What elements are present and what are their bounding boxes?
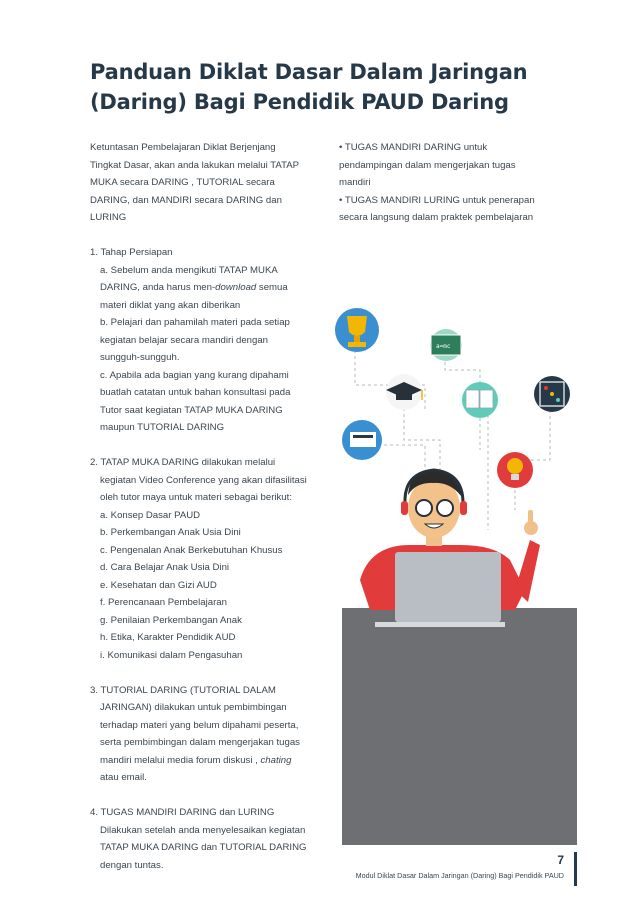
step1-b-line: b. Pelajari dan pahamilah materi pada setiap [100,317,290,328]
step1-a-line: DARING, anda harus men-download semua [100,282,288,293]
step2-item: d. Cara Belajar Anak Usia Dini [100,562,230,573]
step1-a-line: materi diklat yang akan diberikan [100,299,241,311]
intro-line: Tingkat Dasar, akan anda lakukan melalui TATAP [90,159,300,171]
step2-item: f. Perencanaan Pembelajaran [100,597,227,608]
step2-line: oleh tutor maya untuk materi sebagai berikut: [100,492,292,503]
right-line: pendampingan dalam mengerjakan tugas [339,159,516,171]
step3-line: serta pembimbingan dalam mengerjakan tugas [100,737,300,748]
trophy-icon [335,308,379,352]
right-line: secara langsung dalam praktek pembelajaran [339,212,534,223]
step4-heading: 4. TUGAS MANDIRI DARING dan LURING [90,807,275,818]
book-icon [462,382,498,418]
step2-line: kegiatan Video Conference yang akan difasilitasi [100,474,307,486]
intro-line: LURING [90,212,127,223]
right-line: mandiri [339,177,371,188]
step1-b-line: kegiatan belajar secara mandiri dengan [100,334,268,346]
step2-item: c. Pengenalan Anak Berkebutuhan Khusus [100,544,283,556]
step3-line: atau email. [100,772,147,783]
page-title [90,57,560,117]
board-text: a=mc [436,343,451,350]
step4-line: TATAP MUKA DARING dan TUTORIAL DARING [100,842,307,853]
light-bulb-icon [497,452,533,488]
step2-heading: 2. TATAP MUKA DARING dilakukan melalui [90,457,276,468]
intro-line: MUKA secara DARING , TUTORIAL secara [90,177,275,188]
step2-item: b. Perkembangan Anak Usia Dini [100,527,241,538]
intro-line: DARING, dan MANDIRI secara DARING dan [90,194,282,206]
intro-line: Ketuntasan Pembelajaran Diklat Berjenjang [90,142,276,153]
step4-line: Dilakukan setelah anda menyelesaikan kegiatan [100,824,306,836]
step1-b-line: sungguh-sungguh. [100,352,180,363]
desk [342,608,577,845]
step3-line: terhadap materi yang belum dipahami peserta, [100,719,299,731]
step3-line: mandiri melalui media forum diskusi , chating [100,754,292,766]
step2-item: g. Penilaian Perkembangan Anak [100,614,242,626]
step2-item: i. Komunikasi dalam Pengasuhan [100,649,243,661]
step1-c-line: c. Apabila ada bagian yang kurang dipahami [100,369,289,381]
step2-item: e. Kesehatan dan Gizi AUD [100,579,217,591]
step2-item: a. Konsep Dasar PAUD [100,509,201,521]
footer-text: Modul Diklat Dasar Dalam Jaringan (Daring) Bagi Pendidik PAUD [355,871,564,880]
right-column [339,139,574,227]
step1-c-line: Tutor saat kegiatan TATAP MUKA DARING [100,404,283,416]
abacus-icon [534,376,570,412]
title-line-2: (Daring) Bagi Pendidik PAUD Daring [90,90,509,114]
step3-heading: 3. TUTORIAL DARING (TUTORIAL DALAM [90,684,276,696]
blackboard-icon [430,329,462,361]
right-line: • TUGAS MANDIRI DARING untuk [339,142,488,153]
step1-a-line: a. Sebelum anda mengikuti TATAP MUKA [100,264,278,276]
step2-item: h. Etika, Karakter Pendidik AUD [100,632,236,643]
left-column [90,139,345,874]
step4-line: dengan tuntas. [100,859,164,871]
page-number: 7 [557,853,564,867]
step3-line: JARINGAN) dilakukan untuk pembimbingan [100,702,287,713]
step1-heading: 1. Tahap Persiapan [90,247,173,258]
computer-icon [342,420,382,460]
graduation-cap-icon [386,374,422,410]
footer-divider [574,852,577,886]
title-line-1: Panduan Diklat Dasar Dalam Jaringan [90,60,528,84]
step1-c-line: buatlah catatan untuk bahan konsultasi pada [100,387,291,398]
learning-illustration [330,290,580,845]
step1-c-line: maupun TUTORIAL DARING [100,422,225,433]
right-line: • TUGAS MANDIRI LURING untuk penerapan [339,194,535,206]
